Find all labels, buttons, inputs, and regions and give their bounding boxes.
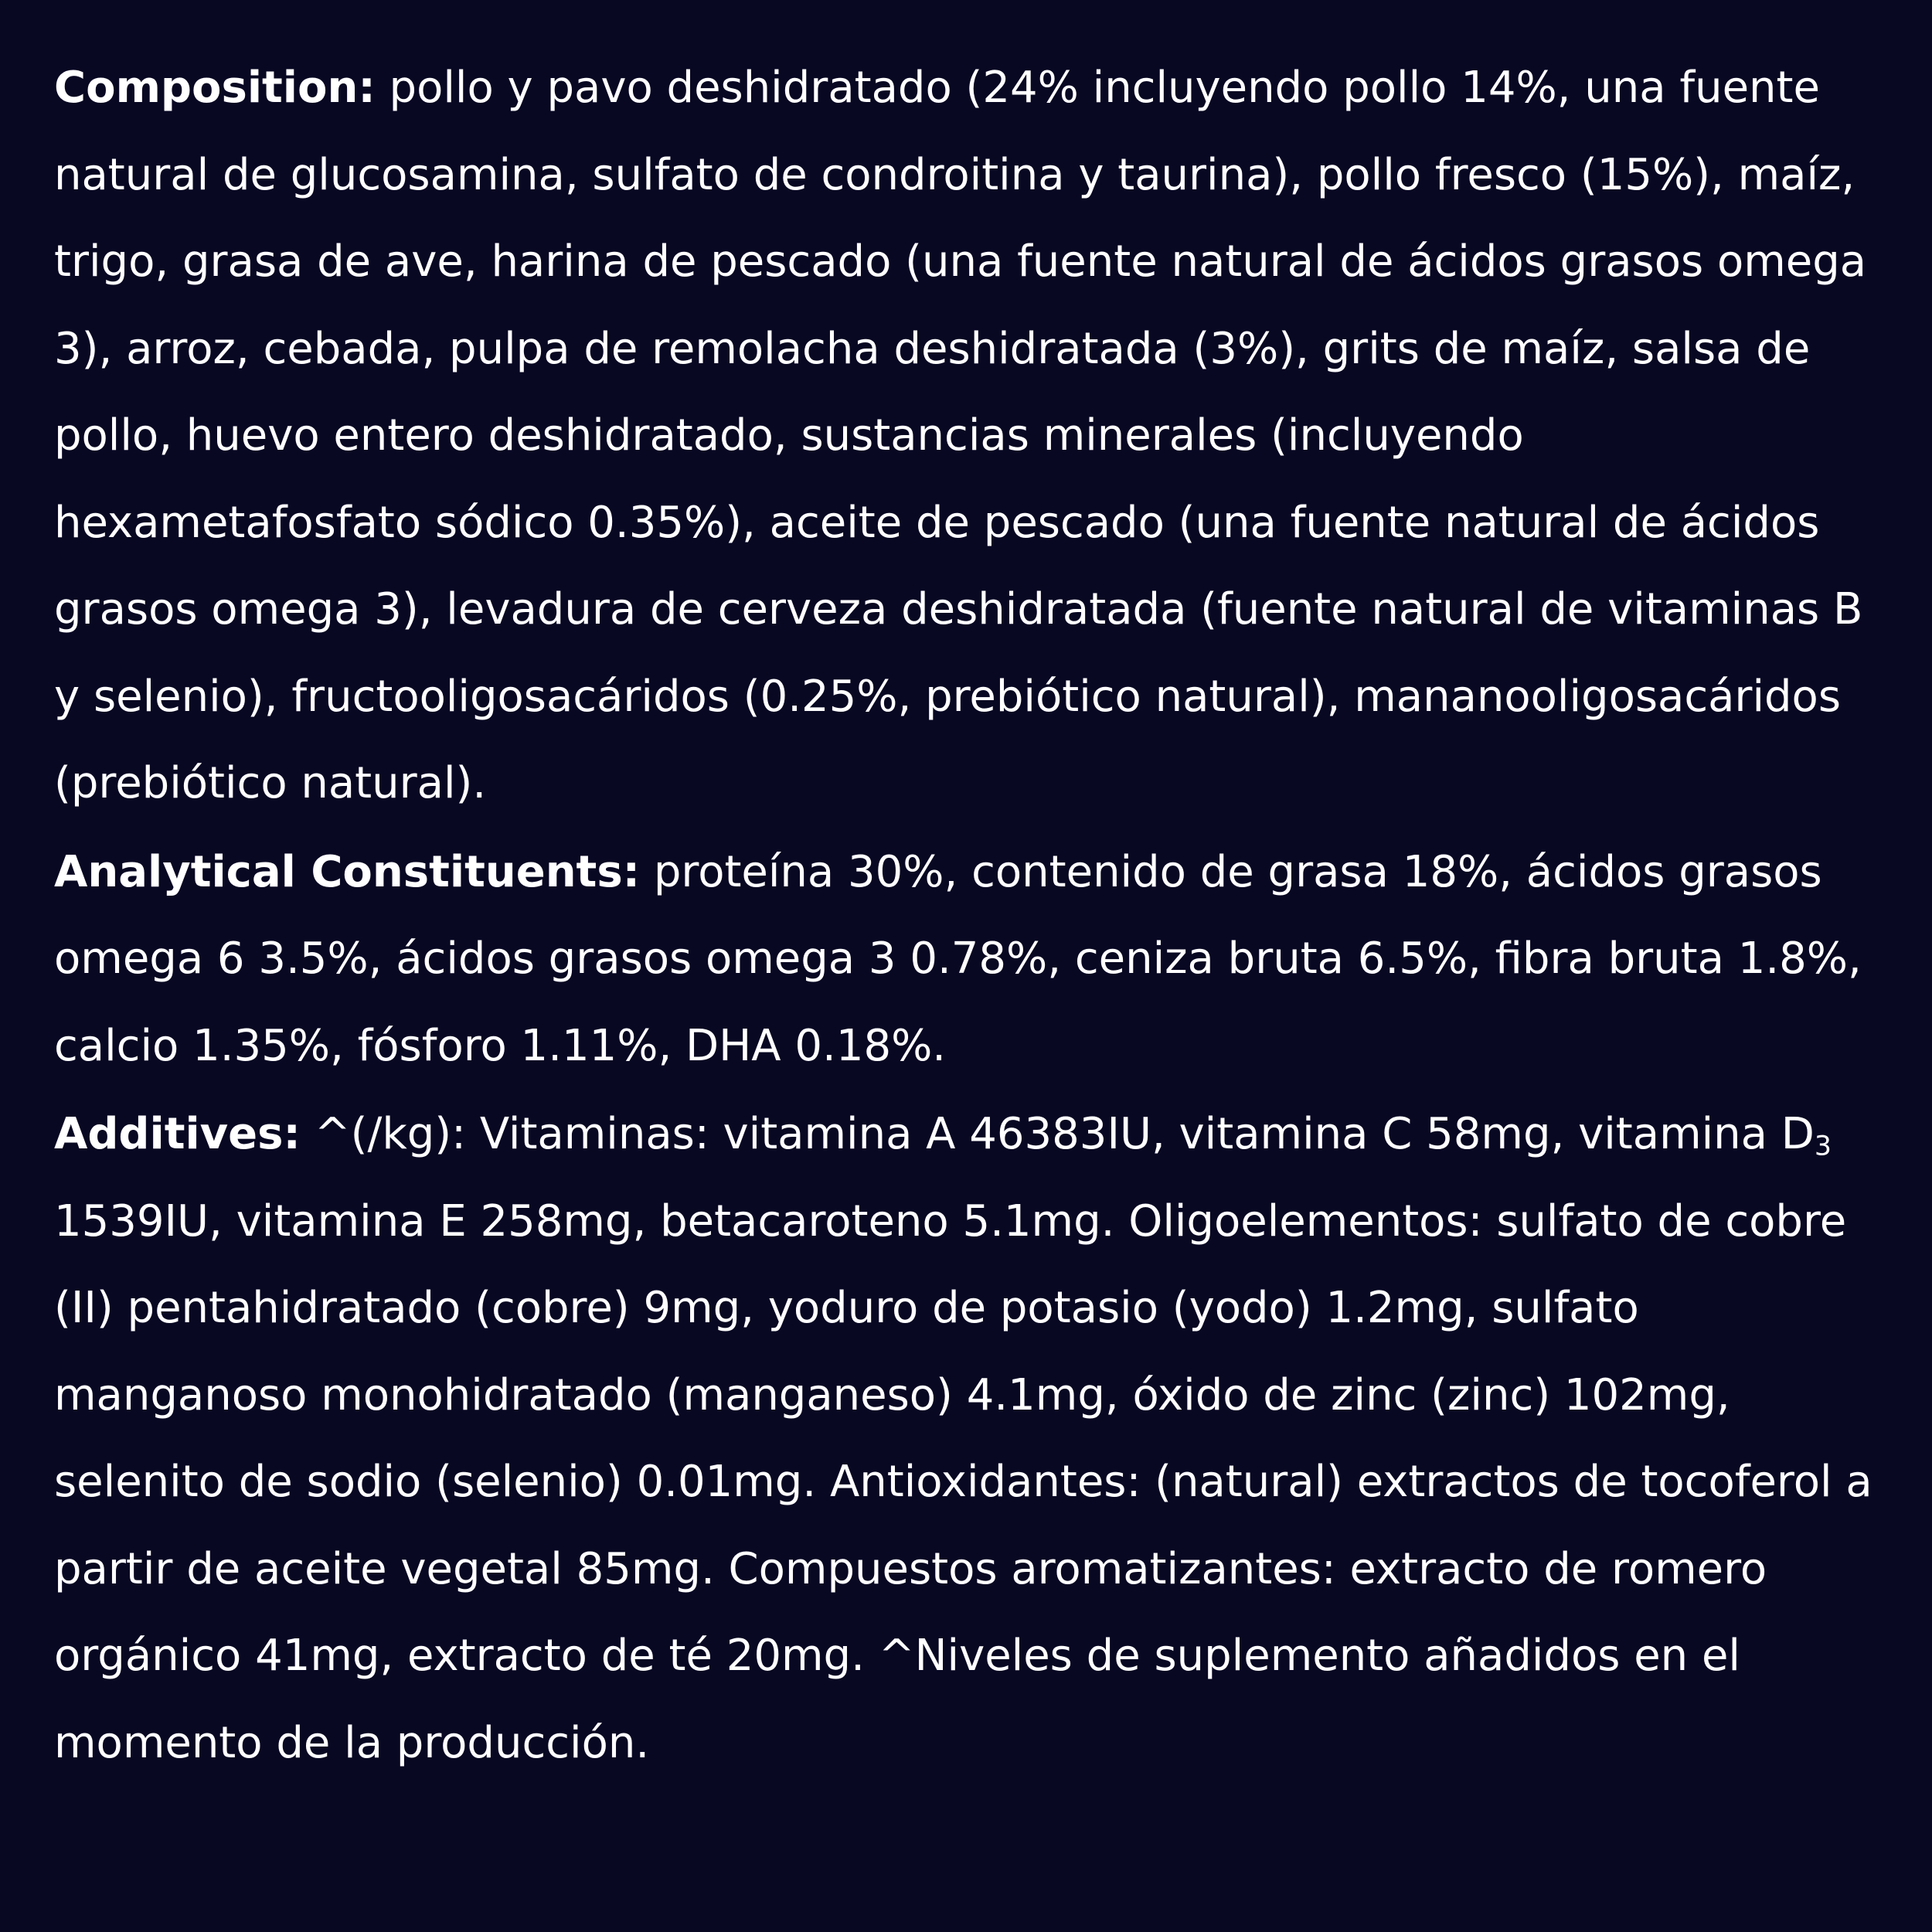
vitamin-d-subscript: 3 bbox=[1814, 1131, 1832, 1162]
analytical-constituents-text: proteína 30%, contenido de grasa 18%, ácidos grasos omega 6 3.5%, ácidos grasos omega 3 0.78%, ceniza bruta 6.5%, fibra bruta 1.8%, calcio 1.35%, fósforo 1.11%, DHA 0.18%. bbox=[54, 846, 1862, 1071]
composition-section bbox=[54, 45, 1878, 828]
additives-section bbox=[54, 1091, 1878, 1787]
analytical-constituents-section bbox=[54, 829, 1878, 1090]
additives-label: Additives: bbox=[54, 1109, 301, 1159]
composition-label: Composition: bbox=[54, 63, 376, 113]
composition-text: pollo y pavo deshidratado (24% incluyendo pollo 14%, una fuente natural de glucosamina, sulfato de condroitina y taurina), pollo fresco (15%), maíz, trigo, grasa de ave, harina de pescado (una fuente natural de ácidos grasos omega 3), arroz, cebada, pulpa de remolacha deshidratada (3%), grits de maíz, salsa de pollo, huevo entero deshidratado, sustancias minerales (incluyendo hexametafosfato sódico 0.35%), aceite de pescado (una fuente natural de ácidos grasos omega 3), levadura de cerveza deshidratada (fuente natural de vitaminas B y selenio), fructooligosacáridos (0.25%, prebiótico natural), mananooligosacáridos (prebiótico natural). bbox=[54, 63, 1867, 808]
additives-text-part-1: ^(/kg): Vitaminas: vitamina A 46383IU, vitamina C 58mg, vitamina D bbox=[300, 1109, 1815, 1159]
analytical-constituents-label: Analytical Constituents: bbox=[54, 846, 641, 897]
additives-text-part-2: 1539IU, vitamina E 258mg, betacaroteno 5.1mg. Oligoelementos: sulfato de cobre (II) pentahidratado (cobre) 9mg, yoduro de potasio (yodo) 1.2mg, sulfato manganoso monohidratado (manganeso) 4.1mg, óxido de zinc (zinc) 102mg, selenito de sodio (selenio) 0.01mg. Antioxidantes: (natural) extractos de tocoferol a partir de aceite vegetal 85mg. Compuestos aromatizantes: extracto de romero orgánico 41mg, extracto de té 20mg. ^Niveles de suplemento añadidos en el momento de la producción. bbox=[54, 1196, 1872, 1768]
